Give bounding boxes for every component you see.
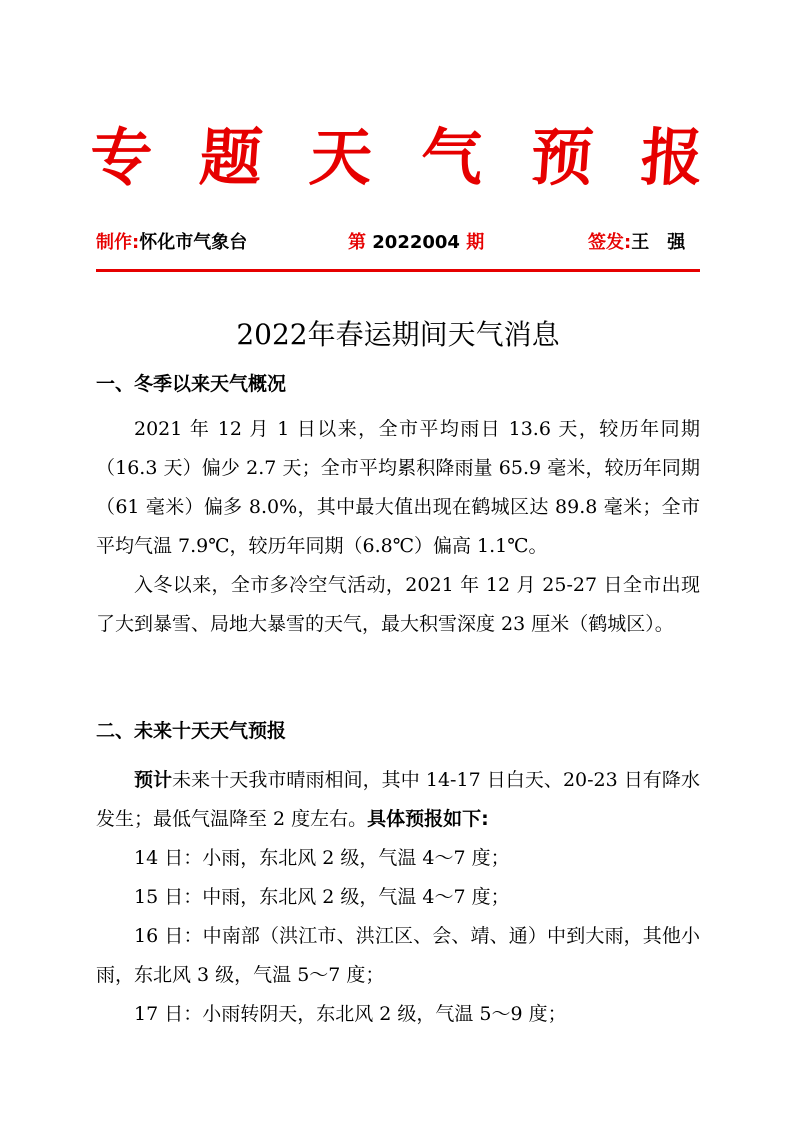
document-title: 2022年春运期间天气消息 — [236, 318, 560, 351]
section-heading-forecast: 二、未来十天天气预报 — [96, 720, 287, 742]
forecast-intro — [96, 761, 700, 839]
masthead-char: 预 — [528, 121, 596, 194]
masthead-char: 报 — [638, 121, 706, 194]
forecast-day-item: 16 日：中南部（洪江市、洪江区、会、靖、通）中到大雨，其他小雨，东北风 3 级，气温 5～7 度； — [96, 925, 700, 986]
issue-prefix: 第 — [348, 232, 366, 253]
forecast-intro-tail: 具体预报如下: — [367, 808, 489, 830]
forecast-intro-text: 未来十天我市晴雨相间，其中 14-17 日白天、20-23 日有降水发生；最低气温降至 2 度左右。 — [96, 769, 700, 830]
masthead-char: 天 — [307, 121, 375, 194]
producer-label: 制作: — [96, 232, 140, 253]
issue-line — [348, 230, 484, 256]
masthead-char: 专 — [87, 121, 155, 194]
forecast-intro-lead: 预计 — [134, 769, 173, 791]
producer-line — [96, 230, 247, 256]
section-heading-overview: 一、冬季以来天气概况 — [96, 373, 287, 395]
forecast-day-item: 17 日：小雨转阴天，东北风 2 级，气温 5～9 度； — [134, 1003, 567, 1025]
overview-paragraph-snow: 入冬以来，全市多冷空气活动，2021 年 12 月 25-27 日全市出现了大到暴雪、局地大暴雪的天气，最大积雪深度 23 厘米（鹤城区）。 — [96, 574, 700, 635]
signer-line — [588, 230, 685, 256]
header-divider — [96, 269, 700, 272]
forecast-day-item: 15 日：中雨，东北风 2 级，气温 4～7 度； — [134, 886, 510, 908]
masthead-char: 气 — [418, 121, 486, 194]
overview-paragraph-rainfall: 2021 年 12 月 1 日以来，全市平均雨日 13.6 天，较历年同期（16.3 天）偏少 2.7 天；全市平均累积降雨量 65.9 毫米，较历年同期（61 毫米）偏多 8.0%，其中最大值出现在鹤城区达 89.8 毫米；全市平均气温 7.9℃，较历年同期（6.8℃）偏高 1.1℃。 — [96, 418, 700, 557]
producer-value: 怀化市气象台 — [139, 232, 248, 253]
forecast-day-item: 14 日：小雨，东北风 2 级，气温 4～7 度； — [134, 847, 510, 869]
masthead-title — [87, 118, 706, 198]
masthead-char: 题 — [197, 121, 265, 194]
signer-label: 签发: — [588, 232, 632, 253]
signer-value: 王 强 — [631, 232, 686, 253]
issue-suffix: 期 — [466, 232, 485, 253]
issue-number: 2022004 — [366, 232, 467, 253]
